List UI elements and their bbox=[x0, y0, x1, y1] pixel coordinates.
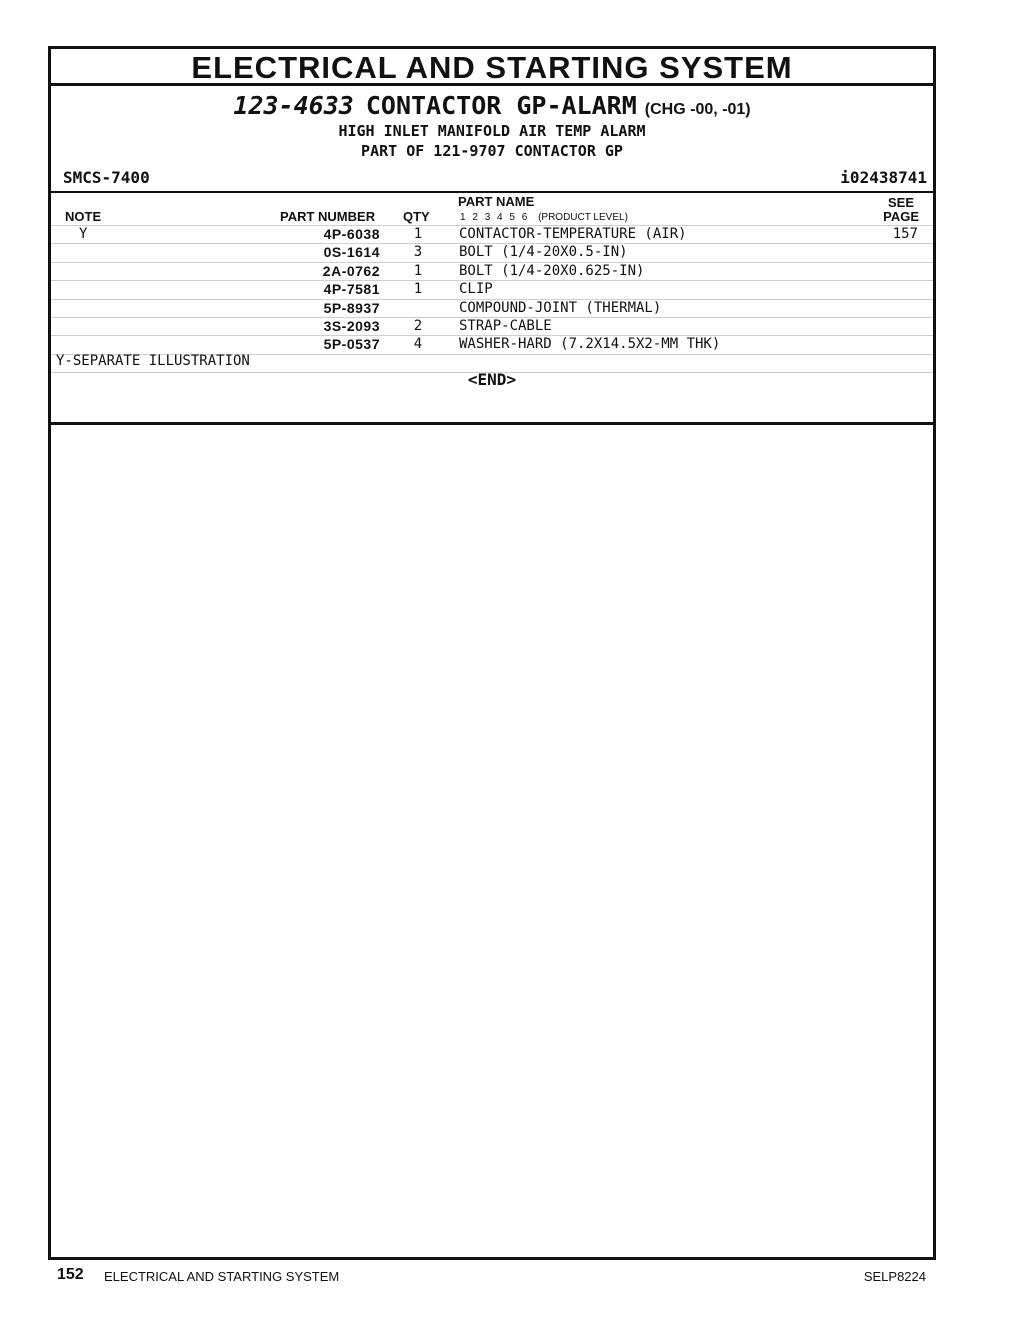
level-3: 3 bbox=[484, 212, 491, 223]
section-title: ELECTRICAL AND STARTING SYSTEM bbox=[191, 50, 793, 85]
table-row bbox=[51, 225, 933, 244]
group-change: (CHG -00, -01) bbox=[644, 101, 751, 118]
row-part-number: 3S-2093 bbox=[323, 317, 380, 334]
footnote: Y-SEPARATE ILLUSTRATION bbox=[56, 352, 250, 369]
product-level-label: (PRODUCT LEVEL) bbox=[538, 212, 628, 223]
illustration-id: i02438741 bbox=[840, 168, 927, 187]
row-part-name: BOLT (1/4-20X0.625-IN) bbox=[459, 262, 645, 279]
header-part-name: PART NAME bbox=[458, 194, 535, 209]
footer-section-title: ELECTRICAL AND STARTING SYSTEM bbox=[104, 1269, 340, 1284]
row-qty: 1 bbox=[413, 226, 423, 242]
smcs-code: SMCS-7400 bbox=[63, 168, 150, 187]
level-6: 6 bbox=[521, 212, 528, 223]
row-qty: 3 bbox=[413, 244, 423, 261]
level-2: 2 bbox=[472, 212, 478, 223]
footer-page-number: 152 bbox=[57, 1266, 84, 1283]
row-part-name: WASHER-HARD (7.2X14.5X2-MM THK) bbox=[459, 336, 721, 353]
group-subtitle-2: PART OF 121-9707 CONTACTOR GP bbox=[361, 142, 623, 160]
row-see-page: 157 bbox=[892, 226, 918, 242]
level-1: 1 bbox=[460, 212, 466, 223]
row-qty: 1 bbox=[413, 281, 423, 298]
header-see: SEE bbox=[887, 195, 914, 210]
section-title-bar bbox=[51, 49, 933, 86]
table-row bbox=[51, 281, 933, 299]
parts-group-section bbox=[51, 86, 933, 425]
table-row bbox=[51, 318, 933, 336]
end-marker: <END> bbox=[467, 370, 517, 389]
row-part-number: 0S-1614 bbox=[323, 244, 380, 261]
footer-document-code: SELP8224 bbox=[863, 1269, 926, 1284]
table-row bbox=[51, 300, 933, 318]
row-qty: 2 bbox=[413, 317, 423, 334]
row-part-number: 4P-6038 bbox=[323, 226, 380, 242]
header-note: NOTE bbox=[65, 209, 102, 224]
group-number: 123-4633 bbox=[233, 91, 354, 120]
table-row bbox=[51, 263, 933, 281]
row-part-name: CLIP bbox=[459, 281, 493, 298]
table-row bbox=[51, 244, 933, 262]
row-note: Y bbox=[79, 226, 88, 242]
row-part-name: BOLT (1/4-20X0.5-IN) bbox=[459, 244, 628, 261]
header-page: PAGE bbox=[883, 209, 919, 224]
row-part-name: COMPOUND-JOINT (THERMAL) bbox=[459, 299, 662, 316]
row-part-number: 5P-0537 bbox=[323, 336, 380, 353]
group-subtitle-1: HIGH INLET MANIFOLD AIR TEMP ALARM bbox=[338, 122, 646, 140]
row-qty: 1 bbox=[413, 262, 423, 279]
group-heading bbox=[51, 91, 933, 120]
parts-table bbox=[51, 225, 933, 373]
row-part-number: 5P-8937 bbox=[323, 299, 380, 316]
row-qty: 4 bbox=[413, 336, 423, 353]
header-part-number: PART NUMBER bbox=[280, 209, 376, 224]
level-4: 4 bbox=[497, 212, 503, 223]
header-qty: QTY bbox=[403, 209, 430, 224]
row-part-number: 4P-7581 bbox=[323, 281, 380, 298]
row-part-name: CONTACTOR-TEMPERATURE (AIR) bbox=[459, 226, 687, 242]
group-name: CONTACTOR GP-ALARM bbox=[365, 91, 637, 120]
page-frame bbox=[48, 46, 936, 1260]
header-product-levels bbox=[460, 212, 628, 223]
row-part-name: STRAP-CABLE bbox=[459, 317, 552, 334]
header-divider bbox=[51, 191, 933, 193]
row-part-number: 2A-0762 bbox=[322, 262, 380, 279]
level-5: 5 bbox=[509, 212, 515, 223]
